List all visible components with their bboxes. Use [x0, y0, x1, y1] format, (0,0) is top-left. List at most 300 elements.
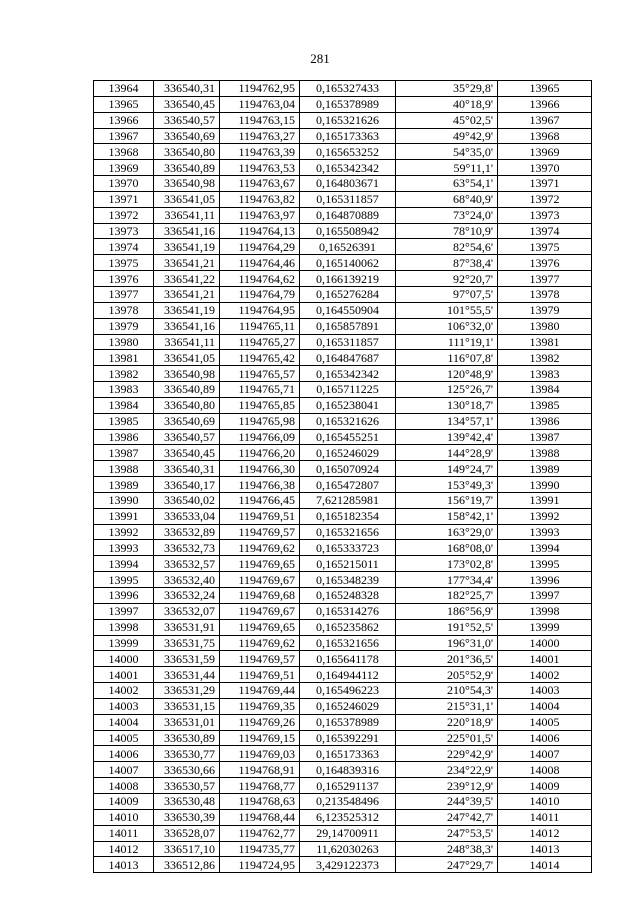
point-to-cell: 14006: [498, 730, 592, 746]
x-coordinate-cell: 336531,59: [154, 651, 220, 667]
table-row: [94, 746, 592, 762]
point-to-cell: 13983: [498, 366, 592, 382]
y-coordinate-cell: 1194765,27: [220, 334, 300, 350]
table-row: [94, 429, 592, 445]
point-from-cell: 13975: [94, 255, 154, 271]
direction-angle-cell: 149°24,7': [396, 461, 498, 477]
distance-cell: 0,165321656: [300, 635, 396, 651]
direction-angle-cell: 40°18,9': [396, 96, 498, 112]
point-to-cell: 13980: [498, 318, 592, 334]
table-row: [94, 841, 592, 857]
x-coordinate-cell: 336541,05: [154, 350, 220, 366]
table-row: [94, 477, 592, 493]
x-coordinate-cell: 336540,80: [154, 397, 220, 413]
y-coordinate-cell: 1194764,13: [220, 223, 300, 239]
y-coordinate-cell: 1194766,45: [220, 492, 300, 508]
x-coordinate-cell: 336540,89: [154, 160, 220, 176]
point-to-cell: 13984: [498, 382, 592, 398]
point-to-cell: 14003: [498, 683, 592, 699]
direction-angle-cell: 63°54,1': [396, 176, 498, 192]
table-row: [94, 762, 592, 778]
point-to-cell: 13999: [498, 619, 592, 635]
direction-angle-cell: 111°19,1': [396, 334, 498, 350]
direction-angle-cell: 101°55,5': [396, 302, 498, 318]
distance-cell: 0,165276284: [300, 286, 396, 302]
point-from-cell: 13966: [94, 112, 154, 128]
point-from-cell: 13974: [94, 239, 154, 255]
x-coordinate-cell: 336532,73: [154, 540, 220, 556]
point-to-cell: 13972: [498, 191, 592, 207]
distance-cell: 0,165140062: [300, 255, 396, 271]
y-coordinate-cell: 1194769,62: [220, 540, 300, 556]
direction-angle-cell: 186°56,9': [396, 603, 498, 619]
y-coordinate-cell: 1194765,71: [220, 382, 300, 398]
point-to-cell: 13993: [498, 524, 592, 540]
point-from-cell: 13998: [94, 619, 154, 635]
y-coordinate-cell: 1194764,29: [220, 239, 300, 255]
table-row: [94, 445, 592, 461]
point-to-cell: 14011: [498, 809, 592, 825]
direction-angle-cell: 220°18,9': [396, 714, 498, 730]
point-to-cell: 13998: [498, 603, 592, 619]
table-row: [94, 191, 592, 207]
direction-angle-cell: 239°12,9': [396, 778, 498, 794]
distance-cell: 0,165173363: [300, 746, 396, 762]
x-coordinate-cell: 336540,98: [154, 366, 220, 382]
table-row: [94, 255, 592, 271]
x-coordinate-cell: 336540,45: [154, 445, 220, 461]
distance-cell: 0,166139219: [300, 271, 396, 287]
table-row: [94, 318, 592, 334]
y-coordinate-cell: 1194762,95: [220, 81, 300, 97]
point-to-cell: 13985: [498, 397, 592, 413]
direction-angle-cell: 173°02,8': [396, 556, 498, 572]
y-coordinate-cell: 1194768,44: [220, 809, 300, 825]
distance-cell: 0,164839316: [300, 762, 396, 778]
direction-angle-cell: 234°22,9': [396, 762, 498, 778]
distance-cell: 0,165508942: [300, 223, 396, 239]
y-coordinate-cell: 1194765,85: [220, 397, 300, 413]
point-from-cell: 14000: [94, 651, 154, 667]
y-coordinate-cell: 1194765,57: [220, 366, 300, 382]
point-from-cell: 13983: [94, 382, 154, 398]
y-coordinate-cell: 1194769,65: [220, 556, 300, 572]
point-from-cell: 14007: [94, 762, 154, 778]
point-from-cell: 14006: [94, 746, 154, 762]
distance-cell: 0,165248328: [300, 588, 396, 604]
direction-angle-cell: 125°26,7': [396, 382, 498, 398]
point-from-cell: 13981: [94, 350, 154, 366]
point-to-cell: 13992: [498, 508, 592, 524]
y-coordinate-cell: 1194769,51: [220, 508, 300, 524]
x-coordinate-cell: 336541,11: [154, 207, 220, 223]
direction-angle-cell: 97°07,5': [396, 286, 498, 302]
distance-cell: 0,165173363: [300, 128, 396, 144]
point-to-cell: 14005: [498, 714, 592, 730]
point-from-cell: 13986: [94, 429, 154, 445]
distance-cell: 0,165235862: [300, 619, 396, 635]
table-row: [94, 81, 592, 97]
direction-angle-cell: 82°54,6': [396, 239, 498, 255]
distance-cell: 7,621285981: [300, 492, 396, 508]
distance-cell: 0,165238041: [300, 397, 396, 413]
y-coordinate-cell: 1194769,26: [220, 714, 300, 730]
direction-angle-cell: 144°28,9': [396, 445, 498, 461]
table-row: [94, 619, 592, 635]
y-coordinate-cell: 1194763,97: [220, 207, 300, 223]
direction-angle-cell: 130°18,7': [396, 397, 498, 413]
point-to-cell: 13990: [498, 477, 592, 493]
point-from-cell: 13991: [94, 508, 154, 524]
direction-angle-cell: 116°07,8': [396, 350, 498, 366]
direction-angle-cell: 45°02,5': [396, 112, 498, 128]
point-to-cell: 13970: [498, 160, 592, 176]
table-row: [94, 223, 592, 239]
y-coordinate-cell: 1194769,57: [220, 524, 300, 540]
point-to-cell: 13968: [498, 128, 592, 144]
point-from-cell: 13988: [94, 461, 154, 477]
direction-angle-cell: 177°34,4': [396, 572, 498, 588]
x-coordinate-cell: 336541,19: [154, 239, 220, 255]
table-row: [94, 128, 592, 144]
y-coordinate-cell: 1194769,67: [220, 572, 300, 588]
distance-cell: 0,165215011: [300, 556, 396, 572]
y-coordinate-cell: 1194769,15: [220, 730, 300, 746]
point-from-cell: 13984: [94, 397, 154, 413]
table-row: [94, 492, 592, 508]
table-row: [94, 366, 592, 382]
table-row: [94, 397, 592, 413]
direction-angle-cell: 92°20,7': [396, 271, 498, 287]
table-row: [94, 96, 592, 112]
table-row: [94, 413, 592, 429]
direction-angle-cell: 158°42,1': [396, 508, 498, 524]
table-row: [94, 683, 592, 699]
distance-cell: 0,165653252: [300, 144, 396, 160]
x-coordinate-cell: 336531,01: [154, 714, 220, 730]
point-from-cell: 13993: [94, 540, 154, 556]
distance-cell: 0,165182354: [300, 508, 396, 524]
point-to-cell: 13997: [498, 588, 592, 604]
direction-angle-cell: 87°38,4': [396, 255, 498, 271]
y-coordinate-cell: 1194765,42: [220, 350, 300, 366]
x-coordinate-cell: 336531,29: [154, 683, 220, 699]
x-coordinate-cell: 336540,57: [154, 112, 220, 128]
x-coordinate-cell: 336540,02: [154, 492, 220, 508]
x-coordinate-cell: 336540,31: [154, 81, 220, 97]
x-coordinate-cell: 336531,44: [154, 667, 220, 683]
y-coordinate-cell: 1194735,77: [220, 841, 300, 857]
y-coordinate-cell: 1194763,53: [220, 160, 300, 176]
x-coordinate-cell: 336528,07: [154, 825, 220, 841]
point-from-cell: 13973: [94, 223, 154, 239]
x-coordinate-cell: 336532,89: [154, 524, 220, 540]
point-from-cell: 13999: [94, 635, 154, 651]
y-coordinate-cell: 1194763,39: [220, 144, 300, 160]
point-to-cell: 14002: [498, 667, 592, 683]
table-row: [94, 160, 592, 176]
x-coordinate-cell: 336540,80: [154, 144, 220, 160]
x-coordinate-cell: 336541,16: [154, 318, 220, 334]
distance-cell: 6,123525312: [300, 809, 396, 825]
point-from-cell: 13992: [94, 524, 154, 540]
y-coordinate-cell: 1194769,67: [220, 603, 300, 619]
point-from-cell: 13995: [94, 572, 154, 588]
point-from-cell: 14001: [94, 667, 154, 683]
direction-angle-cell: 78°10,9': [396, 223, 498, 239]
y-coordinate-cell: 1194764,46: [220, 255, 300, 271]
x-coordinate-cell: 336532,07: [154, 603, 220, 619]
table-row: [94, 793, 592, 809]
point-from-cell: 13987: [94, 445, 154, 461]
x-coordinate-cell: 336512,86: [154, 857, 220, 873]
table-row: [94, 334, 592, 350]
point-from-cell: 13982: [94, 366, 154, 382]
y-coordinate-cell: 1194766,20: [220, 445, 300, 461]
distance-cell: 0,165378989: [300, 96, 396, 112]
point-to-cell: 13966: [498, 96, 592, 112]
point-to-cell: 14010: [498, 793, 592, 809]
distance-cell: 0,165342342: [300, 366, 396, 382]
x-coordinate-cell: 336541,19: [154, 302, 220, 318]
point-to-cell: 14007: [498, 746, 592, 762]
y-coordinate-cell: 1194765,98: [220, 413, 300, 429]
distance-cell: 0,165342342: [300, 160, 396, 176]
x-coordinate-cell: 336530,48: [154, 793, 220, 809]
direction-angle-cell: 139°42,4': [396, 429, 498, 445]
table-row: [94, 508, 592, 524]
y-coordinate-cell: 1194769,51: [220, 667, 300, 683]
table-row: [94, 572, 592, 588]
table-row: [94, 239, 592, 255]
direction-angle-cell: 201°36,5': [396, 651, 498, 667]
direction-angle-cell: 168°08,0': [396, 540, 498, 556]
y-coordinate-cell: 1194768,91: [220, 762, 300, 778]
x-coordinate-cell: 336530,39: [154, 809, 220, 825]
point-to-cell: 13995: [498, 556, 592, 572]
direction-angle-cell: 196°31,0': [396, 635, 498, 651]
y-coordinate-cell: 1194764,79: [220, 286, 300, 302]
point-to-cell: 14001: [498, 651, 592, 667]
point-from-cell: 13968: [94, 144, 154, 160]
direction-angle-cell: 205°52,9': [396, 667, 498, 683]
x-coordinate-cell: 336531,15: [154, 698, 220, 714]
point-to-cell: 13965: [498, 81, 592, 97]
direction-angle-cell: 182°25,7': [396, 588, 498, 604]
distance-cell: 0,165070924: [300, 461, 396, 477]
table-row: [94, 714, 592, 730]
point-from-cell: 13978: [94, 302, 154, 318]
y-coordinate-cell: 1194769,03: [220, 746, 300, 762]
point-to-cell: 13973: [498, 207, 592, 223]
direction-angle-cell: 73°24,0': [396, 207, 498, 223]
point-from-cell: 14008: [94, 778, 154, 794]
direction-angle-cell: 225°01,5': [396, 730, 498, 746]
table-row: [94, 540, 592, 556]
point-to-cell: 13987: [498, 429, 592, 445]
distance-cell: 0,165246029: [300, 698, 396, 714]
y-coordinate-cell: 1194766,30: [220, 461, 300, 477]
x-coordinate-cell: 336532,24: [154, 588, 220, 604]
y-coordinate-cell: 1194766,38: [220, 477, 300, 493]
point-from-cell: 13994: [94, 556, 154, 572]
point-from-cell: 13985: [94, 413, 154, 429]
table-row: [94, 667, 592, 683]
x-coordinate-cell: 336517,10: [154, 841, 220, 857]
point-to-cell: 14008: [498, 762, 592, 778]
table-row: [94, 524, 592, 540]
direction-angle-cell: 68°40,9': [396, 191, 498, 207]
direction-angle-cell: 229°42,9': [396, 746, 498, 762]
table-row: [94, 556, 592, 572]
point-from-cell: 14003: [94, 698, 154, 714]
table-row: [94, 176, 592, 192]
distance-cell: 0,165291137: [300, 778, 396, 794]
point-from-cell: 14005: [94, 730, 154, 746]
distance-cell: 0,165321626: [300, 413, 396, 429]
x-coordinate-cell: 336541,11: [154, 334, 220, 350]
distance-cell: 29,14700911: [300, 825, 396, 841]
point-from-cell: 13977: [94, 286, 154, 302]
y-coordinate-cell: 1194763,27: [220, 128, 300, 144]
point-from-cell: 14009: [94, 793, 154, 809]
direction-angle-cell: 134°57,1': [396, 413, 498, 429]
direction-angle-cell: 247°29,7': [396, 857, 498, 873]
point-from-cell: 13965: [94, 96, 154, 112]
y-coordinate-cell: 1194766,09: [220, 429, 300, 445]
distance-cell: 0,165348239: [300, 572, 396, 588]
distance-cell: 0,165711225: [300, 382, 396, 398]
x-coordinate-cell: 336531,91: [154, 619, 220, 635]
table-row: [94, 698, 592, 714]
point-to-cell: 13977: [498, 271, 592, 287]
point-from-cell: 14002: [94, 683, 154, 699]
distance-cell: 0,164870889: [300, 207, 396, 223]
page-number: 281: [310, 51, 330, 66]
direction-angle-cell: 120°48,9': [396, 366, 498, 382]
distance-cell: 0,165321626: [300, 112, 396, 128]
table-row: [94, 144, 592, 160]
table-row: [94, 825, 592, 841]
table-row: [94, 112, 592, 128]
point-from-cell: 13967: [94, 128, 154, 144]
direction-angle-cell: 35°29,8': [396, 81, 498, 97]
point-from-cell: 13980: [94, 334, 154, 350]
point-from-cell: 13997: [94, 603, 154, 619]
y-coordinate-cell: 1194769,65: [220, 619, 300, 635]
direction-angle-cell: 244°39,5': [396, 793, 498, 809]
point-to-cell: 14000: [498, 635, 592, 651]
distance-cell: 0,165472807: [300, 477, 396, 493]
x-coordinate-cell: 336530,77: [154, 746, 220, 762]
y-coordinate-cell: 1194765,11: [220, 318, 300, 334]
point-to-cell: 13982: [498, 350, 592, 366]
point-from-cell: 13996: [94, 588, 154, 604]
x-coordinate-cell: 336530,89: [154, 730, 220, 746]
direction-angle-cell: 215°31,1': [396, 698, 498, 714]
table-row: [94, 778, 592, 794]
direction-angle-cell: 153°49,3': [396, 477, 498, 493]
point-to-cell: 13979: [498, 302, 592, 318]
distance-cell: 0,165333723: [300, 540, 396, 556]
direction-angle-cell: 163°29,0': [396, 524, 498, 540]
y-coordinate-cell: 1194763,67: [220, 176, 300, 192]
point-to-cell: 13986: [498, 413, 592, 429]
point-to-cell: 14009: [498, 778, 592, 794]
x-coordinate-cell: 336540,98: [154, 176, 220, 192]
table-row: [94, 207, 592, 223]
table-row: [94, 730, 592, 746]
point-from-cell: 13964: [94, 81, 154, 97]
x-coordinate-cell: 336540,17: [154, 477, 220, 493]
x-coordinate-cell: 336541,22: [154, 271, 220, 287]
point-to-cell: 13988: [498, 445, 592, 461]
coordinates-table-body: [94, 81, 592, 873]
direction-angle-cell: 191°52,5': [396, 619, 498, 635]
y-coordinate-cell: 1194763,15: [220, 112, 300, 128]
y-coordinate-cell: 1194724,95: [220, 857, 300, 873]
x-coordinate-cell: 336532,40: [154, 572, 220, 588]
y-coordinate-cell: 1194764,62: [220, 271, 300, 287]
coordinates-table: [93, 80, 592, 873]
point-from-cell: 14004: [94, 714, 154, 730]
distance-cell: 0,164803671: [300, 176, 396, 192]
table-row: [94, 350, 592, 366]
y-coordinate-cell: 1194769,44: [220, 683, 300, 699]
point-from-cell: 13969: [94, 160, 154, 176]
y-coordinate-cell: 1194763,04: [220, 96, 300, 112]
distance-cell: 0,165311857: [300, 334, 396, 350]
point-from-cell: 13989: [94, 477, 154, 493]
y-coordinate-cell: 1194769,62: [220, 635, 300, 651]
direction-angle-cell: 247°42,7': [396, 809, 498, 825]
y-coordinate-cell: 1194763,82: [220, 191, 300, 207]
point-from-cell: 13972: [94, 207, 154, 223]
direction-angle-cell: 54°35,0': [396, 144, 498, 160]
point-to-cell: 13991: [498, 492, 592, 508]
distance-cell: 0,165311857: [300, 191, 396, 207]
x-coordinate-cell: 336530,57: [154, 778, 220, 794]
table-row: [94, 809, 592, 825]
y-coordinate-cell: 1194769,35: [220, 698, 300, 714]
y-coordinate-cell: 1194768,77: [220, 778, 300, 794]
point-to-cell: 13981: [498, 334, 592, 350]
distance-cell: 0,165392291: [300, 730, 396, 746]
direction-angle-cell: 247°53,5': [396, 825, 498, 841]
point-to-cell: 13967: [498, 112, 592, 128]
distance-cell: 0,164944112: [300, 667, 396, 683]
x-coordinate-cell: 336540,31: [154, 461, 220, 477]
x-coordinate-cell: 336532,57: [154, 556, 220, 572]
x-coordinate-cell: 336540,57: [154, 429, 220, 445]
distance-cell: 0,165455251: [300, 429, 396, 445]
distance-cell: 0,165321656: [300, 524, 396, 540]
point-from-cell: 13976: [94, 271, 154, 287]
direction-angle-cell: 59°11,1': [396, 160, 498, 176]
point-to-cell: 13994: [498, 540, 592, 556]
point-to-cell: 13978: [498, 286, 592, 302]
point-from-cell: 14012: [94, 841, 154, 857]
x-coordinate-cell: 336541,05: [154, 191, 220, 207]
distance-cell: 0,16526391: [300, 239, 396, 255]
point-from-cell: 13971: [94, 191, 154, 207]
direction-angle-cell: 106°32,0': [396, 318, 498, 334]
table-row: [94, 603, 592, 619]
x-coordinate-cell: 336540,69: [154, 413, 220, 429]
x-coordinate-cell: 336540,69: [154, 128, 220, 144]
point-from-cell: 14011: [94, 825, 154, 841]
point-to-cell: 14012: [498, 825, 592, 841]
